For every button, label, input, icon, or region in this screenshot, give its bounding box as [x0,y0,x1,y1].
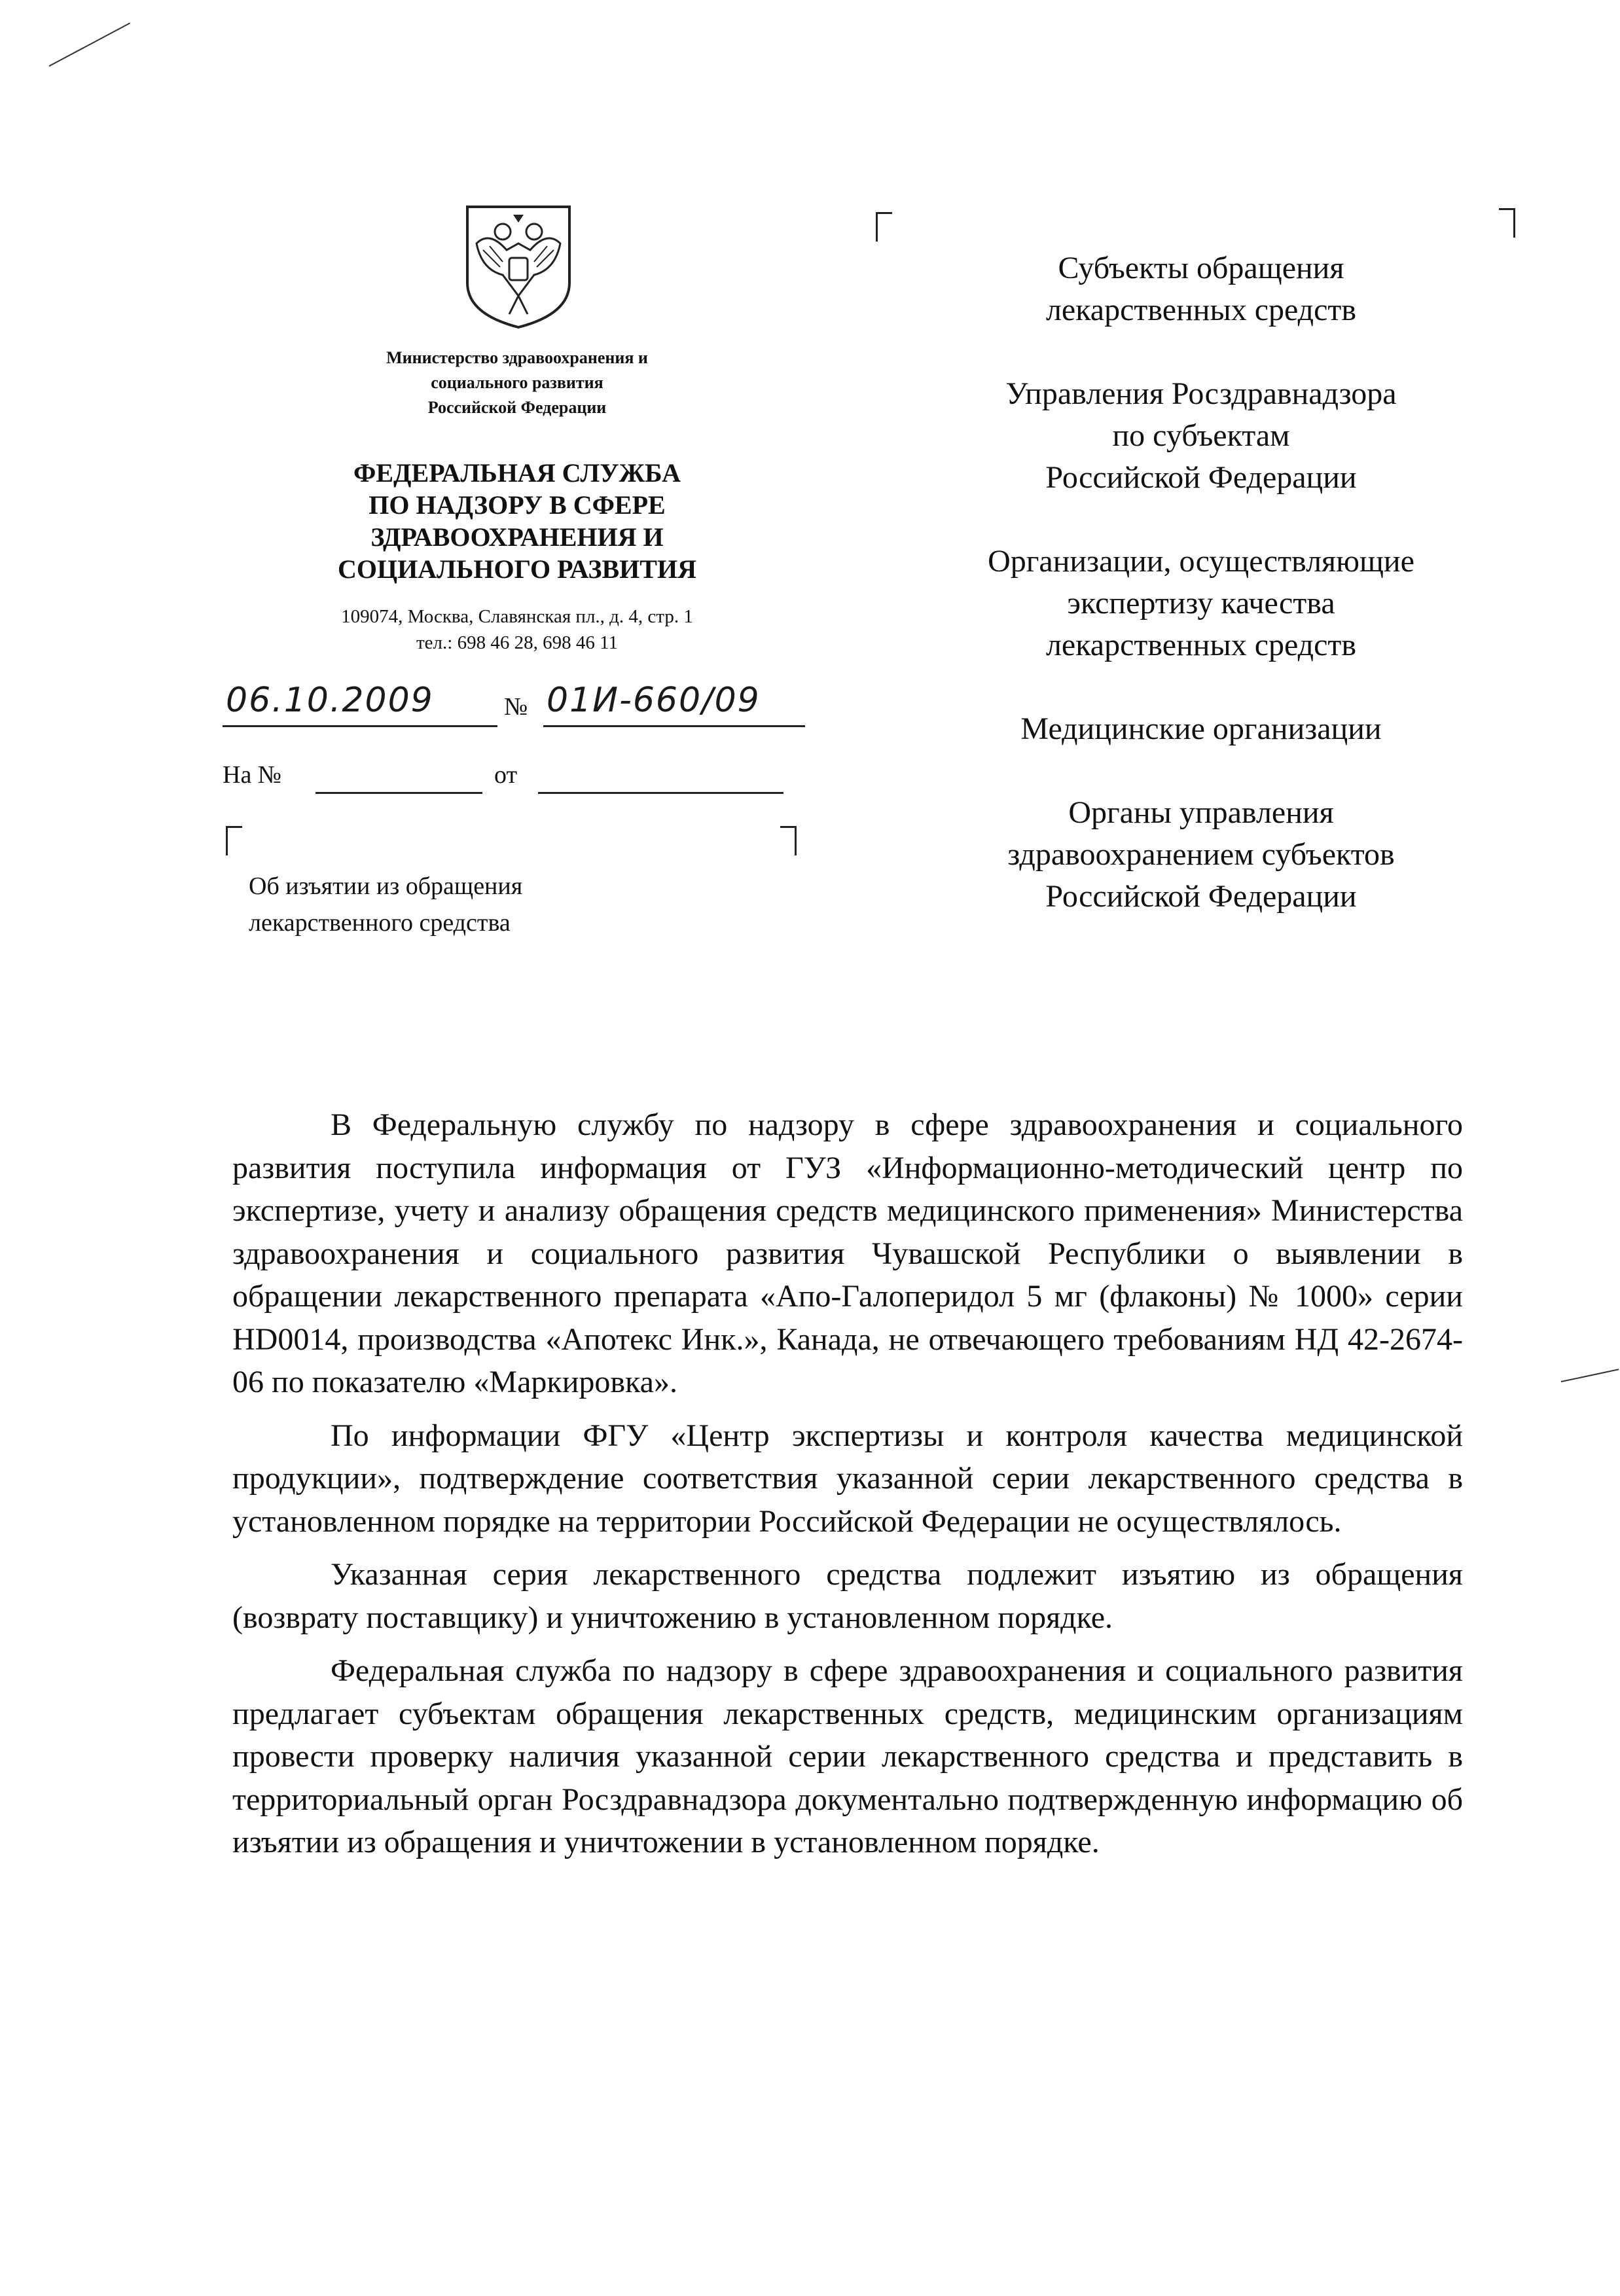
reply-number-label: На № [223,761,282,789]
body-paragraph: Указанная серия лекарственного средства подлежит изъятию из обращения (возврату поставщику) и уничтожению в установленном порядке. [232,1557,1463,1635]
recipient-line: Субъекты обращения [1058,251,1344,285]
recipient-bracket-right [1499,208,1515,238]
subject-line: Об изъятии из обращения [249,872,523,900]
letter-body [232,1103,1463,1874]
ministry-line: Министерство здравоохранения и [386,348,648,367]
reply-number-blank [315,792,482,794]
recipient-line: лекарственных средств [1045,293,1357,327]
service-line: ПО НАДЗОРУ В СФЕРЕ [369,490,666,520]
body-paragraph: Федеральная служба по надзору в сфере здравоохранения и социального развития предлагает субъектам обращения лекарственных средств, медицинским организациям провести проверку наличия указанной серии лекарственного средства и представить в территориальный орган Росздравнадзора документально подтвержденную информацию об изъятии из обращения и уничтожении в установленном порядке. [232,1653,1463,1859]
recipient-group [933,792,1469,918]
recipient-line: Российской Федерации [1045,460,1357,495]
reply-date-blank [538,792,783,794]
number-label: № [504,693,528,721]
scan-mark [1561,1369,1619,1382]
body-paragraph: По информации ФГУ «Центр экспертизы и контроля качества медицинской продукции», подтверждение соответствия указанной серии лекарственного средства в установленном порядке на территории Российской Федерации не осуществлялось. [232,1418,1463,1539]
recipient-line: Органы управления [1068,795,1334,830]
ministry-line: социального развития [431,373,603,392]
recipient-line: Управления Росздравнадзора [1005,376,1397,411]
number-underline [543,725,805,727]
recipient-bracket-left [876,212,892,242]
date-underline [223,725,497,727]
recipient-group [933,247,1469,331]
recipient-group [933,541,1469,666]
subject-title [249,868,668,941]
document-number: 01И-660/09 [547,681,761,720]
recipient-line: Организации, осуществляющие [988,544,1414,579]
document-date: 06.10.2009 [226,681,434,720]
service-name [275,457,759,585]
sender-address-block [262,603,772,656]
ministry-line: Российской Федерации [427,398,607,417]
service-line: ФЕДЕРАЛЬНАЯ СЛУЖБА [353,458,681,488]
reply-from-label: от [494,761,518,789]
recipient-line: по субъектам [1112,418,1290,453]
recipient-line: экспертизу качества [1067,586,1335,620]
recipient-line: здравоохранением субъектов [1007,837,1395,872]
service-line: СОЦИАЛЬНОГО РАЗВИТИЯ [338,554,696,584]
recipients-list [933,247,1469,960]
sender-address: 109074, Москва, Славянская пл., д. 4, стр. 1 [341,606,693,627]
state-emblem-icon [463,204,573,330]
recipient-group [933,708,1469,750]
recipient-line: Медицинские организации [1020,711,1382,746]
recipient-group [933,373,1469,499]
ministry-name [314,346,720,420]
subject-line: лекарственного средства [249,909,511,937]
sender-phone: тел.: 698 46 28, 698 46 11 [416,632,618,653]
recipient-line: лекарственных средств [1045,628,1357,662]
body-paragraph: В Федеральную службу по надзору в сфере здравоохранения и социального развития поступила информация от ГУЗ «Информационно-методический центр по экспертизе, учету и анализу обращения средств медицинского применения» Министерства здравоохранения и социального развития Чувашской Республики о выявлении в обращении лекарственного препарата «Апо-Галоперидол 5 мг (флаконы) № 1000» серии HD0014, производства «Апотекс Инк.», Канада, не отвечающего требованиям НД 42-2674-06 по показателю «Маркировка». [232,1107,1463,1399]
subject-bracket-right [780,826,797,855]
scan-mark [49,22,131,66]
subject-bracket-left [226,826,242,855]
service-line: ЗДРАВООХРАНЕНИЯ И [370,522,664,552]
recipient-line: Российской Федерации [1045,879,1357,914]
